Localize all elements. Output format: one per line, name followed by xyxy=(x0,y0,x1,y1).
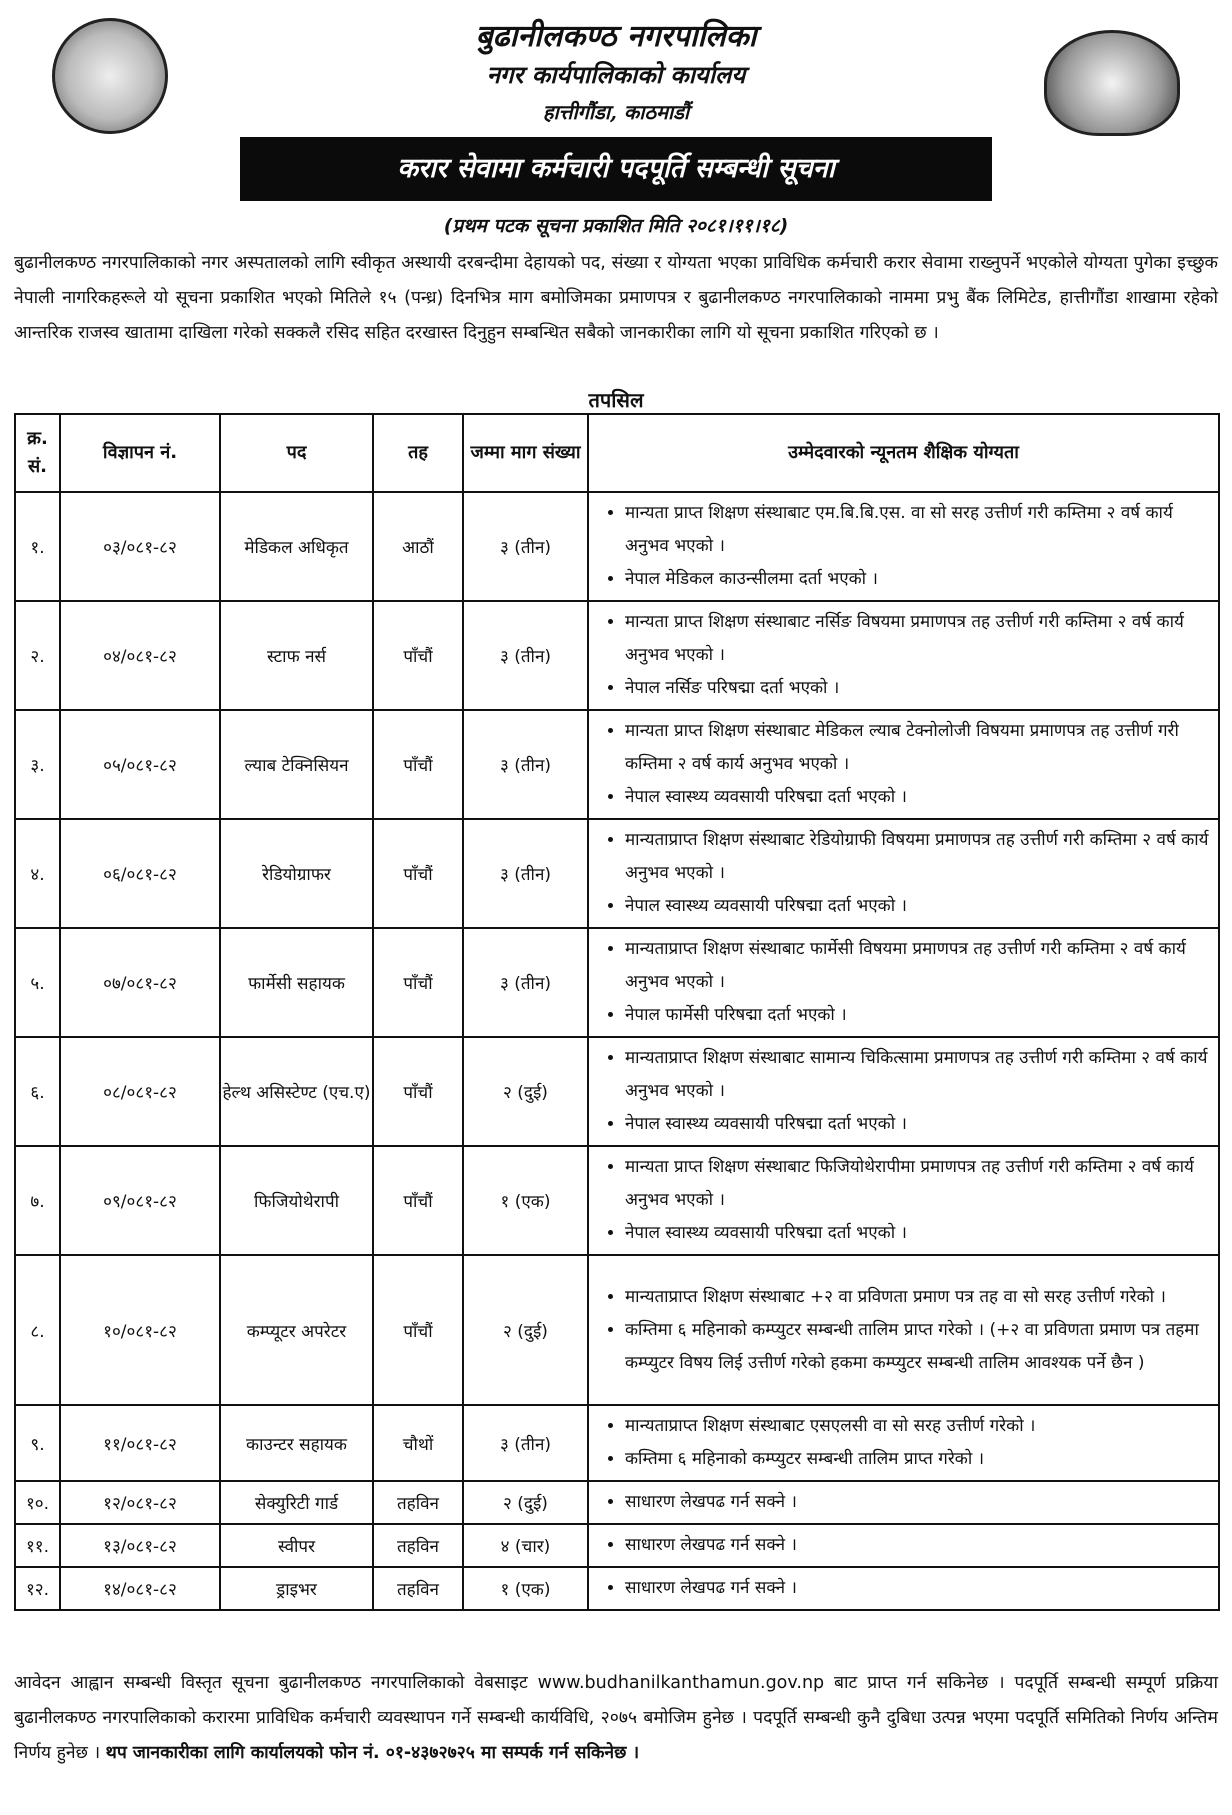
table-row xyxy=(15,1405,1219,1481)
qualification-item: • मान्यताप्राप्त शिक्षण संस्थाबाट एसएलसी वा सो सरह उत्तीर्ण गरेको । xyxy=(625,1410,1210,1443)
level-cell: चौथों xyxy=(373,1405,463,1481)
qualification-cell xyxy=(588,1567,1219,1610)
qualification-cell xyxy=(588,1481,1219,1524)
post-cell: काउन्टर सहायक xyxy=(220,1405,373,1481)
qualification-cell xyxy=(588,819,1219,928)
office-name: नगर कार्यपालिकाको कार्यालय xyxy=(486,60,746,89)
ad-number-cell: ११/०८१-८२ xyxy=(60,1405,220,1481)
count-cell: ३ (तीन) xyxy=(463,710,588,819)
serial-cell: १२. xyxy=(15,1567,60,1610)
level-cell: पाँचौं xyxy=(373,928,463,1037)
qualification-item: • नेपाल स्वास्थ्य व्यवसायी परिषद्मा दर्ता भएको । xyxy=(625,890,1210,923)
qualification-list xyxy=(601,1486,1210,1519)
qualification-list xyxy=(601,715,1210,814)
qualification-item: • मान्यता प्राप्त शिक्षण संस्थाबाट नर्सिङ विषयमा प्रमाणपत्र तह उत्तीर्ण गरी कम्तिमा २ वर्ष कार्य अनुभव भएको । xyxy=(625,606,1210,672)
qualification-list xyxy=(601,606,1210,705)
count-cell: १ (एक) xyxy=(463,1567,588,1610)
qualification-item: • मान्यताप्राप्त शिक्षण संस्थाबाट सामान्य चिकित्सामा प्रमाणपत्र तह उत्तीर्ण गरी कम्तिमा २ वर्ष कार्य अनुभव भएको । xyxy=(625,1042,1210,1108)
post-cell: फिजियोथेरापी xyxy=(220,1146,373,1255)
table-row xyxy=(15,601,1219,710)
serial-cell: ३. xyxy=(15,710,60,819)
qualification-item: • साधारण लेखपढ गर्न सक्ने । xyxy=(625,1486,1210,1519)
level-cell: पाँचौं xyxy=(373,1255,463,1405)
post-cell: स्वीपर xyxy=(220,1524,373,1567)
table-row xyxy=(15,710,1219,819)
level-cell: पाँचौं xyxy=(373,1146,463,1255)
ad-number-cell: ०६/०८१-८२ xyxy=(60,819,220,928)
count-cell: ३ (तीन) xyxy=(463,492,588,601)
qualification-item: • मान्यता प्राप्त शिक्षण संस्थाबाट मेडिकल ल्याब टेक्नोलोजी विषयमा प्रमाणपत्र तह उत्तीर्ण गरी कम्तिमा २ वर्ष कार्य अनुभव भएको । xyxy=(625,715,1210,781)
publish-date: (प्रथम पटक सूचना प्रकाशित मिति २०८१।११।१८) xyxy=(443,215,789,237)
qualification-list xyxy=(601,497,1210,596)
qualification-list xyxy=(601,824,1210,923)
serial-cell: ८. xyxy=(15,1255,60,1405)
table-row xyxy=(15,928,1219,1037)
col-post: पद xyxy=(220,414,373,492)
org-name: बुढानीलकण्ठ नगरपालिका xyxy=(475,19,757,54)
qualification-item: • नेपाल मेडिकल काउन्सीलमा दर्ता भएको । xyxy=(625,563,1210,596)
post-cell: ड्राइभर xyxy=(220,1567,373,1610)
qualification-cell xyxy=(588,1255,1219,1405)
post-cell: मेडिकल अधिकृत xyxy=(220,492,373,601)
ad-number-cell: ०४/०८१-८२ xyxy=(60,601,220,710)
qualification-list xyxy=(601,1151,1210,1250)
qualification-item: • साधारण लेखपढ गर्न सक्ने । xyxy=(625,1529,1210,1562)
qualification-cell xyxy=(588,492,1219,601)
serial-cell: १०. xyxy=(15,1481,60,1524)
ad-number-cell: ०९/०८१-८२ xyxy=(60,1146,220,1255)
serial-cell: ६. xyxy=(15,1037,60,1146)
qualification-item: • मान्यता प्राप्त शिक्षण संस्थाबाट एम.बि.बि.एस. वा सो सरह उत्तीर्ण गरी कम्तिमा २ वर्ष कार्य अनुभव भएको । xyxy=(625,497,1210,563)
qualification-cell xyxy=(588,1037,1219,1146)
level-cell: तहविन xyxy=(373,1567,463,1610)
table-row xyxy=(15,1146,1219,1255)
office-address: हात्तीगौंडा, काठमाडौं xyxy=(542,100,690,124)
ad-number-cell: ०७/०८१-८२ xyxy=(60,928,220,1037)
table-row xyxy=(15,819,1219,928)
serial-cell: १. xyxy=(15,492,60,601)
table-row xyxy=(15,492,1219,601)
qualification-item: • मान्यताप्राप्त शिक्षण संस्थाबाट रेडियोग्राफी विषयमा प्रमाणपत्र तह उत्तीर्ण गरी कम्तिमा २ वर्ष कार्य अनुभव भएको । xyxy=(625,824,1210,890)
qualification-cell xyxy=(588,710,1219,819)
level-cell: आठौं xyxy=(373,492,463,601)
vacancy-table xyxy=(14,413,1220,1611)
footer-paragraph xyxy=(14,1666,1218,1771)
post-cell: कम्प्यूटर अपरेटर xyxy=(220,1255,373,1405)
post-cell: सेक्युरिटी गार्ड xyxy=(220,1481,373,1524)
level-cell: पाँचौं xyxy=(373,819,463,928)
level-cell: तहविन xyxy=(373,1481,463,1524)
notice-header xyxy=(0,0,1232,140)
qualification-list xyxy=(601,1529,1210,1562)
ad-number-cell: १३/०८१-८२ xyxy=(60,1524,220,1567)
qualification-cell xyxy=(588,601,1219,710)
serial-cell: ५. xyxy=(15,928,60,1037)
count-cell: ३ (तीन) xyxy=(463,928,588,1037)
col-qualification: उम्मेदवारको न्यूनतम शैक्षिक योग्यता xyxy=(588,414,1219,492)
count-cell: १ (एक) xyxy=(463,1146,588,1255)
table-row xyxy=(15,1524,1219,1567)
qualification-item: • नेपाल नर्सिङ परिषद्मा दर्ता भएको । xyxy=(625,672,1210,705)
serial-cell: ९. xyxy=(15,1405,60,1481)
ad-number-cell: ०८/०८१-८२ xyxy=(60,1037,220,1146)
ad-number-cell: ०३/०८१-८२ xyxy=(60,492,220,601)
serial-cell: २. xyxy=(15,601,60,710)
count-cell: ४ (चार) xyxy=(463,1524,588,1567)
footer-contact: थप जानकारीका लागि कार्यालयको फोन नं. ०१-४३७२७२५ मा सम्पर्क गर्न सकिनेछ । xyxy=(105,1743,640,1763)
qualification-list xyxy=(601,933,1210,1032)
col-count: जम्मा माग संख्या xyxy=(463,414,588,492)
col-serial: क्र. सं. xyxy=(15,414,60,492)
serial-cell: ७. xyxy=(15,1146,60,1255)
count-cell: २ (दुई) xyxy=(463,1037,588,1146)
post-cell: रेडियोग्राफर xyxy=(220,819,373,928)
level-cell: पाँचौं xyxy=(373,710,463,819)
table-row xyxy=(15,1255,1219,1405)
table-row xyxy=(15,1481,1219,1524)
qualification-item: • कम्तिमा ६ महिनाको कम्प्युटर सम्बन्धी तालिम प्राप्त गरेको । xyxy=(625,1443,1210,1476)
qualification-item: • नेपाल फार्मेसी परिषद्मा दर्ता भएको । xyxy=(625,999,1210,1032)
col-ad-number: विज्ञापन नं. xyxy=(60,414,220,492)
count-cell: २ (दुई) xyxy=(463,1481,588,1524)
qualification-list xyxy=(601,1572,1210,1605)
table-row xyxy=(15,1567,1219,1610)
post-cell: फार्मेसी सहायक xyxy=(220,928,373,1037)
qualification-item: • साधारण लेखपढ गर्न सक्ने । xyxy=(625,1572,1210,1605)
serial-cell: ४. xyxy=(15,819,60,928)
qualification-item: • नेपाल स्वास्थ्य व्यवसायी परिषद्मा दर्ता भएको । xyxy=(625,1217,1210,1250)
col-level: तह xyxy=(373,414,463,492)
post-cell: स्टाफ नर्स xyxy=(220,601,373,710)
footer-text: आवेदन आह्वान सम्बन्धी विस्तृत सूचना बुढानीलकण्ठ नगरपालिकाको वेबसाइट www.budhanilkanthamun.gov.np बाट प्राप्त गर्न सकिनेछ । पदपूर्ति सम्बन्धी सम्पूर्ण प्रक्रिया बुढानीलकण्ठ नगरपालिकाको करारमा प्राविधिक कर्मचारी व्यवस्थापन गर्ने सम्बन्धी कार्यविधि, २०७५ बमोजिम हुनेछ । पदपूर्ति सम्बन्धी कुनै दुबिधा उत्पन्न भएमा पदपूर्ति समितिको निर्णय अन्तिम निर्णय हुनेछ । xyxy=(14,1673,1218,1763)
qualification-list xyxy=(601,1410,1210,1476)
table-heading: तपसिल xyxy=(588,388,644,412)
table-header-row xyxy=(15,414,1219,492)
notice-title: करार सेवामा कर्मचारी पदपूर्ति सम्बन्धी सूचना xyxy=(240,137,992,201)
qualification-list xyxy=(601,1042,1210,1141)
qualification-cell xyxy=(588,1405,1219,1481)
qualification-item: • मान्यता प्राप्त शिक्षण संस्थाबाट फिजियोथेरापीमा प्रमाणपत्र तह उत्तीर्ण गरी कम्तिमा २ वर्ष कार्य अनुभव भएको । xyxy=(625,1151,1210,1217)
qualification-item: • कम्तिमा ६ महिनाको कम्प्युटर सम्बन्धी तालिम प्राप्त गरेको । (+२ वा प्रविणता प्रमाण पत्र तहमा कम्प्युटर विषय लिई उत्तीर्ण गरेको हकमा कम्प्युटर सम्बन्धी तालिम आवश्यक पर्ने छैन ) xyxy=(625,1314,1210,1380)
qualification-cell xyxy=(588,1524,1219,1567)
intro-paragraph: बुढानीलकण्ठ नगरपालिकाको नगर अस्पतालको लागि स्वीकृत अस्थायी दरबन्दीमा देहायको पद, संख्या र योग्यता भएका प्राविधिक कर्मचारी करार सेवामा राख्नुपर्ने भएकोले योग्यता पुगेका इच्छुक नेपाली नागरिकहरूले यो सूचना प्रकाशित भएको मितिले १५ (पन्ध्र) दिनभित्र माग बमोजिमका प्रमाणपत्र र बुढानीलकण्ठ नगरपालिकाको नाममा प्रभु बैंक लिमिटेड, हात्तीगौंडा शाखामा रहेको आन्तरिक राजस्व खातामा दाखिला गरेको सक्कलै रसिद सहित दरखास्त दिनुहुन सम्बन्धित सबैको जानकारीका लागि यो सूचना प्रकाशित गरिएको छ । xyxy=(14,253,1218,343)
level-cell: पाँचौं xyxy=(373,601,463,710)
post-cell: ल्याब टेक्निसियन xyxy=(220,710,373,819)
qualification-item: • मान्यताप्राप्त शिक्षण संस्थाबाट फार्मेसी विषयमा प्रमाणपत्र तह उत्तीर्ण गरी कम्तिमा २ वर्ष कार्य अनुभव भएको । xyxy=(625,933,1210,999)
level-cell: तहविन xyxy=(373,1524,463,1567)
ad-number-cell: १२/०८१-८२ xyxy=(60,1481,220,1524)
qualification-item: • नेपाल स्वास्थ्य व्यवसायी परिषद्मा दर्ता भएको । xyxy=(625,781,1210,814)
count-cell: ३ (तीन) xyxy=(463,819,588,928)
ad-number-cell: ०५/०८१-८२ xyxy=(60,710,220,819)
count-cell: ३ (तीन) xyxy=(463,601,588,710)
level-cell: पाँचौं xyxy=(373,1037,463,1146)
count-cell: ३ (तीन) xyxy=(463,1405,588,1481)
ad-number-cell: १४/०८१-८२ xyxy=(60,1567,220,1610)
table-body xyxy=(15,492,1219,1610)
serial-cell: ११. xyxy=(15,1524,60,1567)
count-cell: २ (दुई) xyxy=(463,1255,588,1405)
ad-number-cell: १०/०८१-८२ xyxy=(60,1255,220,1405)
qualification-list xyxy=(601,1281,1210,1380)
qualification-item: • मान्यताप्राप्त शिक्षण संस्थाबाट +२ वा प्रविणता प्रमाण पत्र तह वा सो सरह उत्तीर्ण गरेको । xyxy=(625,1281,1210,1314)
post-cell: हेल्थ असिस्टेण्ट (एच.ए) xyxy=(220,1037,373,1146)
qualification-cell xyxy=(588,928,1219,1037)
qualification-cell xyxy=(588,1146,1219,1255)
table-row xyxy=(15,1037,1219,1146)
qualification-item: • नेपाल स्वास्थ्य व्यवसायी परिषद्मा दर्ता भएको । xyxy=(625,1108,1210,1141)
